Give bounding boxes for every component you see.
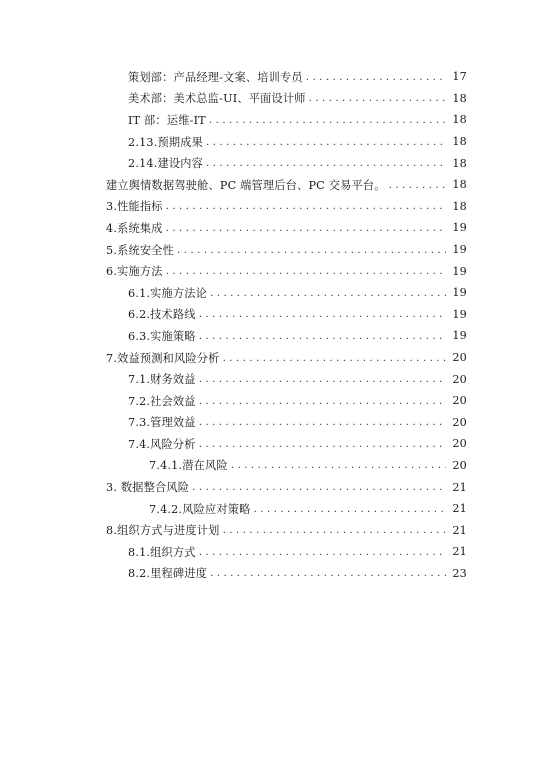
toc-entry[interactable] [0, 66, 550, 88]
toc-entry[interactable] [0, 131, 550, 153]
dot-leader [199, 546, 446, 558]
toc-entry-label: 7.4.风险分析 [128, 437, 196, 451]
dot-leader [223, 524, 446, 536]
toc-entry-label: 2.13.预期成果 [128, 135, 204, 149]
toc-entry[interactable] [0, 455, 550, 477]
toc-page-number: 21 [452, 480, 467, 494]
dot-leader [166, 200, 446, 212]
dot-leader [231, 459, 446, 471]
dot-leader [309, 92, 446, 104]
dot-leader [192, 481, 446, 493]
toc-entry[interactable] [0, 541, 550, 563]
toc-page-number: 23 [452, 566, 467, 580]
toc-page-number: 18 [452, 113, 467, 127]
toc-page-number: 20 [452, 351, 467, 365]
toc-entry[interactable] [0, 433, 550, 455]
toc-entry-label: 策划部：产品经理-文案、培训专员 [128, 70, 303, 84]
toc-page-number: 18 [452, 91, 467, 105]
toc-entry[interactable] [0, 196, 550, 218]
toc-entry-label: 8.1.组织方式 [128, 545, 196, 559]
toc-entry[interactable] [0, 174, 550, 196]
table-of-contents [0, 66, 550, 584]
dot-leader [223, 352, 446, 364]
toc-page-number: 19 [452, 221, 467, 235]
toc-page-number: 21 [452, 502, 467, 516]
toc-entry-label: 7.3.管理效益 [128, 416, 196, 430]
toc-entry[interactable] [0, 217, 550, 239]
dot-leader [177, 244, 446, 256]
toc-entry[interactable] [0, 347, 550, 369]
toc-entry[interactable] [0, 239, 550, 261]
dot-leader [199, 438, 446, 450]
toc-entry-label: 7.4.2.风险应对策略 [149, 502, 251, 516]
toc-page-number: 18 [452, 199, 467, 213]
dot-leader [166, 265, 446, 277]
toc-page-number: 19 [452, 243, 467, 257]
dot-leader [199, 373, 446, 385]
toc-page-number: 17 [452, 70, 467, 84]
toc-entry[interactable] [0, 390, 550, 412]
dot-leader [166, 222, 446, 234]
toc-page-number: 20 [452, 458, 467, 472]
toc-entry-label: 7.2.社会效益 [128, 394, 196, 408]
dot-leader [209, 114, 446, 126]
toc-entry-label: 8.组织方式与进度计划 [106, 524, 220, 538]
toc-entry-label: 2.14.建设内容 [128, 157, 204, 171]
dot-leader [210, 287, 446, 299]
toc-page-number: 19 [452, 264, 467, 278]
toc-page-number: 18 [452, 156, 467, 170]
toc-page-number: 21 [452, 523, 467, 537]
toc-entry-label: 6.3.实施策略 [128, 329, 196, 343]
dot-leader [254, 503, 446, 515]
dot-leader [199, 416, 446, 428]
toc-page-number: 20 [452, 394, 467, 408]
toc-page-number: 20 [452, 437, 467, 451]
toc-page-number: 21 [452, 545, 467, 559]
toc-entry[interactable] [0, 368, 550, 390]
dot-leader [199, 330, 446, 342]
toc-entry-label: 7.1.财务效益 [128, 373, 196, 387]
toc-entry-label: 美术部：美术总监-UI、平面设计师 [128, 92, 306, 106]
toc-page-number: 20 [452, 372, 467, 386]
toc-page-number: 19 [452, 329, 467, 343]
dot-leader [199, 308, 446, 320]
toc-entry[interactable] [0, 304, 550, 326]
toc-entry[interactable] [0, 519, 550, 541]
dot-leader [389, 179, 446, 191]
toc-entry-label: 8.2.里程碑进度 [128, 567, 208, 581]
toc-entry[interactable] [0, 563, 550, 585]
dot-leader [210, 567, 446, 579]
toc-entry-label: 6.1.实施方法论 [128, 286, 208, 300]
toc-entry-label: 6.2.技术路线 [128, 308, 196, 322]
toc-entry-label: 3. 数据整合风险 [106, 481, 190, 495]
toc-entry[interactable] [0, 498, 550, 520]
toc-page-number: 18 [452, 135, 467, 149]
toc-entry[interactable] [0, 476, 550, 498]
toc-entry[interactable] [0, 152, 550, 174]
toc-entry-label: 4.系统集成 [106, 221, 163, 235]
toc-entry[interactable] [0, 109, 550, 131]
toc-entry-label: 7.效益预测和风险分析 [106, 351, 220, 365]
toc-entry-label: 6.实施方法 [106, 265, 163, 279]
dot-leader [206, 157, 446, 169]
toc-entry-label: 3.性能指标 [106, 200, 163, 214]
toc-entry-label: IT 部：运维-IT [128, 113, 206, 127]
dot-leader [306, 71, 446, 83]
toc-entry[interactable] [0, 260, 550, 282]
dot-leader [206, 136, 446, 148]
dot-leader [199, 395, 446, 407]
toc-entry[interactable] [0, 88, 550, 110]
toc-page-number: 19 [452, 286, 467, 300]
toc-entry-label: 7.4.1.潜在风险 [149, 459, 228, 473]
toc-page-number: 20 [452, 415, 467, 429]
toc-page-number: 19 [452, 307, 467, 321]
toc-entry[interactable] [0, 412, 550, 434]
toc-entry-label: 建立舆情数据驾驶舱、PC 端管理后台、PC 交易平台。 [106, 178, 386, 192]
toc-entry[interactable] [0, 282, 550, 304]
toc-entry-label: 5.系统安全性 [106, 243, 175, 257]
toc-page-number: 18 [452, 178, 467, 192]
toc-entry[interactable] [0, 325, 550, 347]
